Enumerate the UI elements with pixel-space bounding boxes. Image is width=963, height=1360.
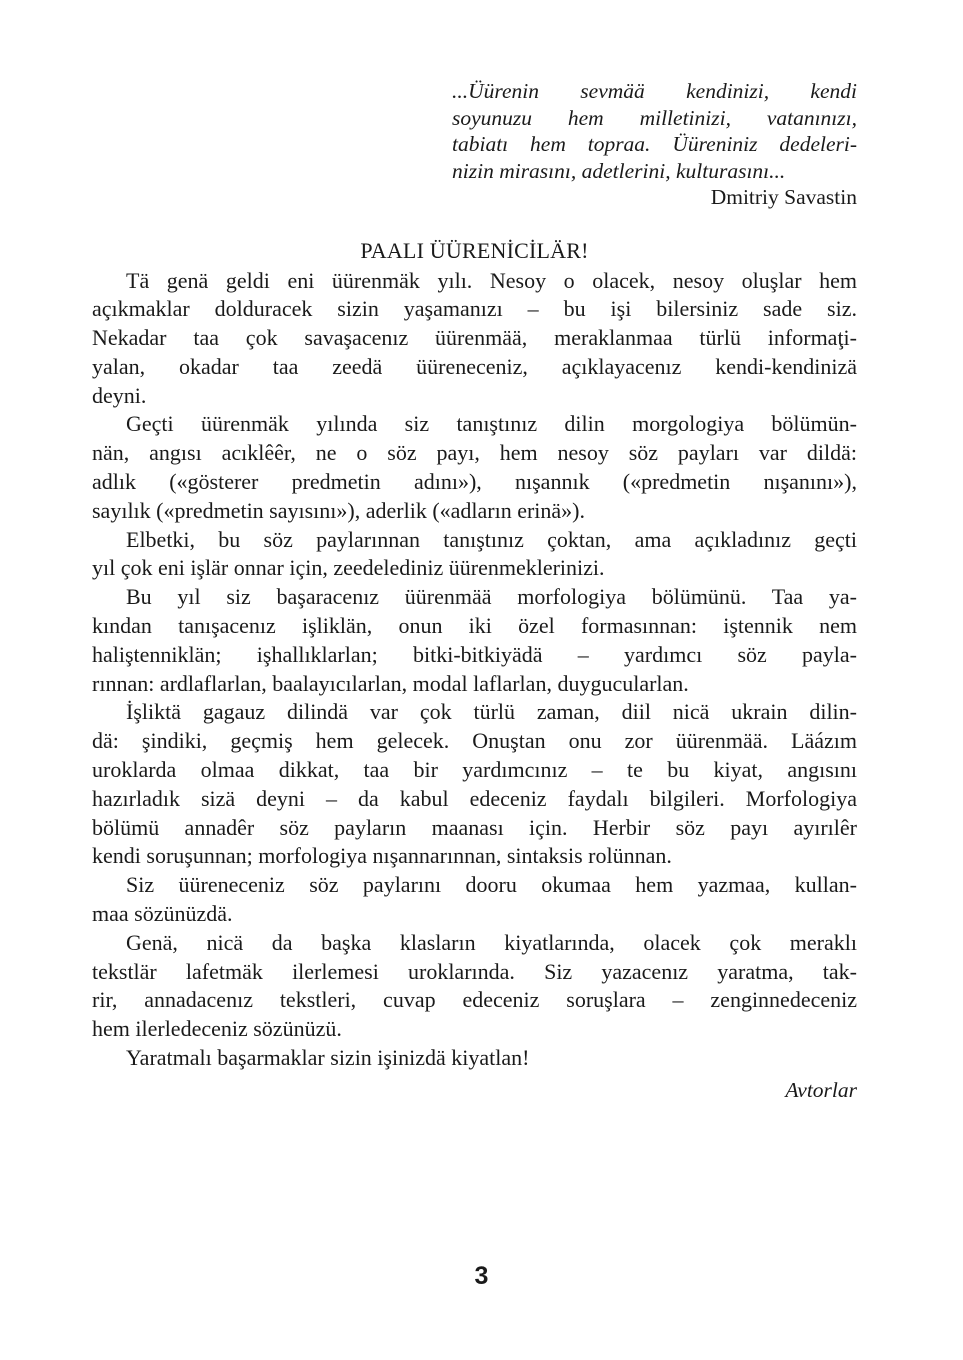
paragraph [92, 929, 857, 1044]
paragraph-line: rınnan: ardlaflarlan, baalayıcılarlan, modal laflarlan, duygucularlan. [92, 670, 689, 696]
paragraph-line: hem ilerledeceniz sözünüzü. [92, 1016, 342, 1042]
epigraph-line: nizin mirasını, adetlerini, kulturasını... [452, 158, 786, 183]
epigraph-line: tabiatı hem topraa. Üüreniniz dedeleri- [452, 132, 857, 156]
epigraph [452, 78, 857, 211]
paragraph-line: bölümü annadêr söz payların maanası için. Herbir söz payı ayırılêr [92, 814, 857, 840]
paragraph-line: tekstlär lafetmäk ilerlemesi uroklarında. Siz yazacenız yaratma, tak- [92, 958, 857, 984]
epigraph-line: ...Üürenin sevmää kendinizi, kendi [452, 79, 857, 103]
page-number: 3 [474, 1262, 489, 1290]
paragraph-line: hazırladık sizä deyni – da kabul edeceniz faydalı bilgileri. Morfologiya [92, 785, 857, 811]
paragraph-line: yıl çok eni işlär onnar için, zeedelediniz üürenmeklerinizi. [92, 555, 605, 581]
paragraph-line: haliştenniklän; işhallıklarlan; bitki-bitkiyädä – yardımcı söz payla- [92, 641, 857, 667]
paragraph-line: Geçti üürenmäk yılında siz tanıştınız dilin morgologiya bölümün- [126, 411, 857, 437]
paragraph-line: dä: şindiki, geçmiş hem gelecek. Onuştan onu zor üürenmää. Läázım [92, 728, 857, 754]
paragraph [92, 1044, 857, 1073]
paragraph-line: İşliktä gagauz dilindä var çok türlü zaman, diil nicä ukrain dilin- [126, 699, 857, 725]
paragraph [92, 410, 857, 525]
paragraph-line: Elbetki, bu söz paylarınnan tanıştınız çoktan, ama açıkladınız geçti [126, 526, 857, 552]
paragraph [92, 871, 857, 929]
paragraph-line: adlık («gösterer predmetin adını»), nışannık («predmetin nışanını»), [92, 469, 857, 495]
paragraph-line: sayılık («predmetin sayısını»), aderlik («adların erinä»). [92, 497, 586, 523]
paragraph-line: Nekadar taa çok savaşacenız üürenmää, meraklanmaa türlü informaţi- [92, 325, 857, 351]
paragraph [92, 526, 857, 584]
epigraph-author: Dmitriy Savastin [710, 185, 857, 209]
paragraph-line: nän, angısı acıklêêr, ne o söz payı, hem nesoy söz payları var dildä: [92, 440, 857, 466]
paragraph-line: Tä genä geldi eni üürenmäk yılı. Nesoy o olacek, nesoy oluşlar hem [126, 267, 857, 293]
paragraph-line: rir, annadacenız tekstleri, cuvap edeceniz soruşlara – zenginnedeceniz [92, 987, 857, 1013]
page-content [92, 78, 857, 1104]
paragraph-line: kendi soruşunnan; morfologiya nışannarınnan, sintaksis rolünnan. [92, 843, 672, 869]
paragraph-line: açıkmaklar dolduracek sizin yaşamanızı – bu işi bilersiniz sade siz. [92, 296, 857, 322]
paragraph-line: yalan, okadar taa zeedä üüreneceniz, açıklayacenız kendi-kendinizä [92, 353, 857, 379]
paragraph-line: Yaratmalı başarmaklar sizin işinizdä kiyatlan! [126, 1045, 530, 1071]
paragraph-line: Genä, nicä da başka klasların kiyatlarında, olacek çok meraklı [126, 929, 857, 955]
paragraph-line: deyni. [92, 382, 147, 408]
paragraph [92, 698, 857, 871]
paragraph [92, 583, 857, 698]
page-title: PAALI ÜÜRENİCİLÄR! [360, 237, 589, 263]
paragraph-line: kından tanışacenız işliklän, onun iki özel formasınnan: iştennik nem [92, 613, 857, 639]
paragraph-line: uroklarda olmaa dikkat, taa bir yardımcınız – te bu kiyat, angısını [92, 757, 857, 783]
paragraph-line: maa sözünüzdä. [92, 901, 233, 927]
signature: Avtorlar [785, 1077, 857, 1102]
paragraph-line: Siz üüreneceniz söz paylarını dooru okumaa hem yazmaa, kullan- [126, 872, 857, 898]
paragraph-line: Bu yıl siz başaracenız üürenmää morfologiya bölümünü. Taa ya- [126, 584, 857, 610]
paragraph [92, 267, 857, 411]
epigraph-line: soyunuzu hem milletinizi, vatanınızı, [452, 105, 857, 130]
body-text [92, 267, 857, 1073]
